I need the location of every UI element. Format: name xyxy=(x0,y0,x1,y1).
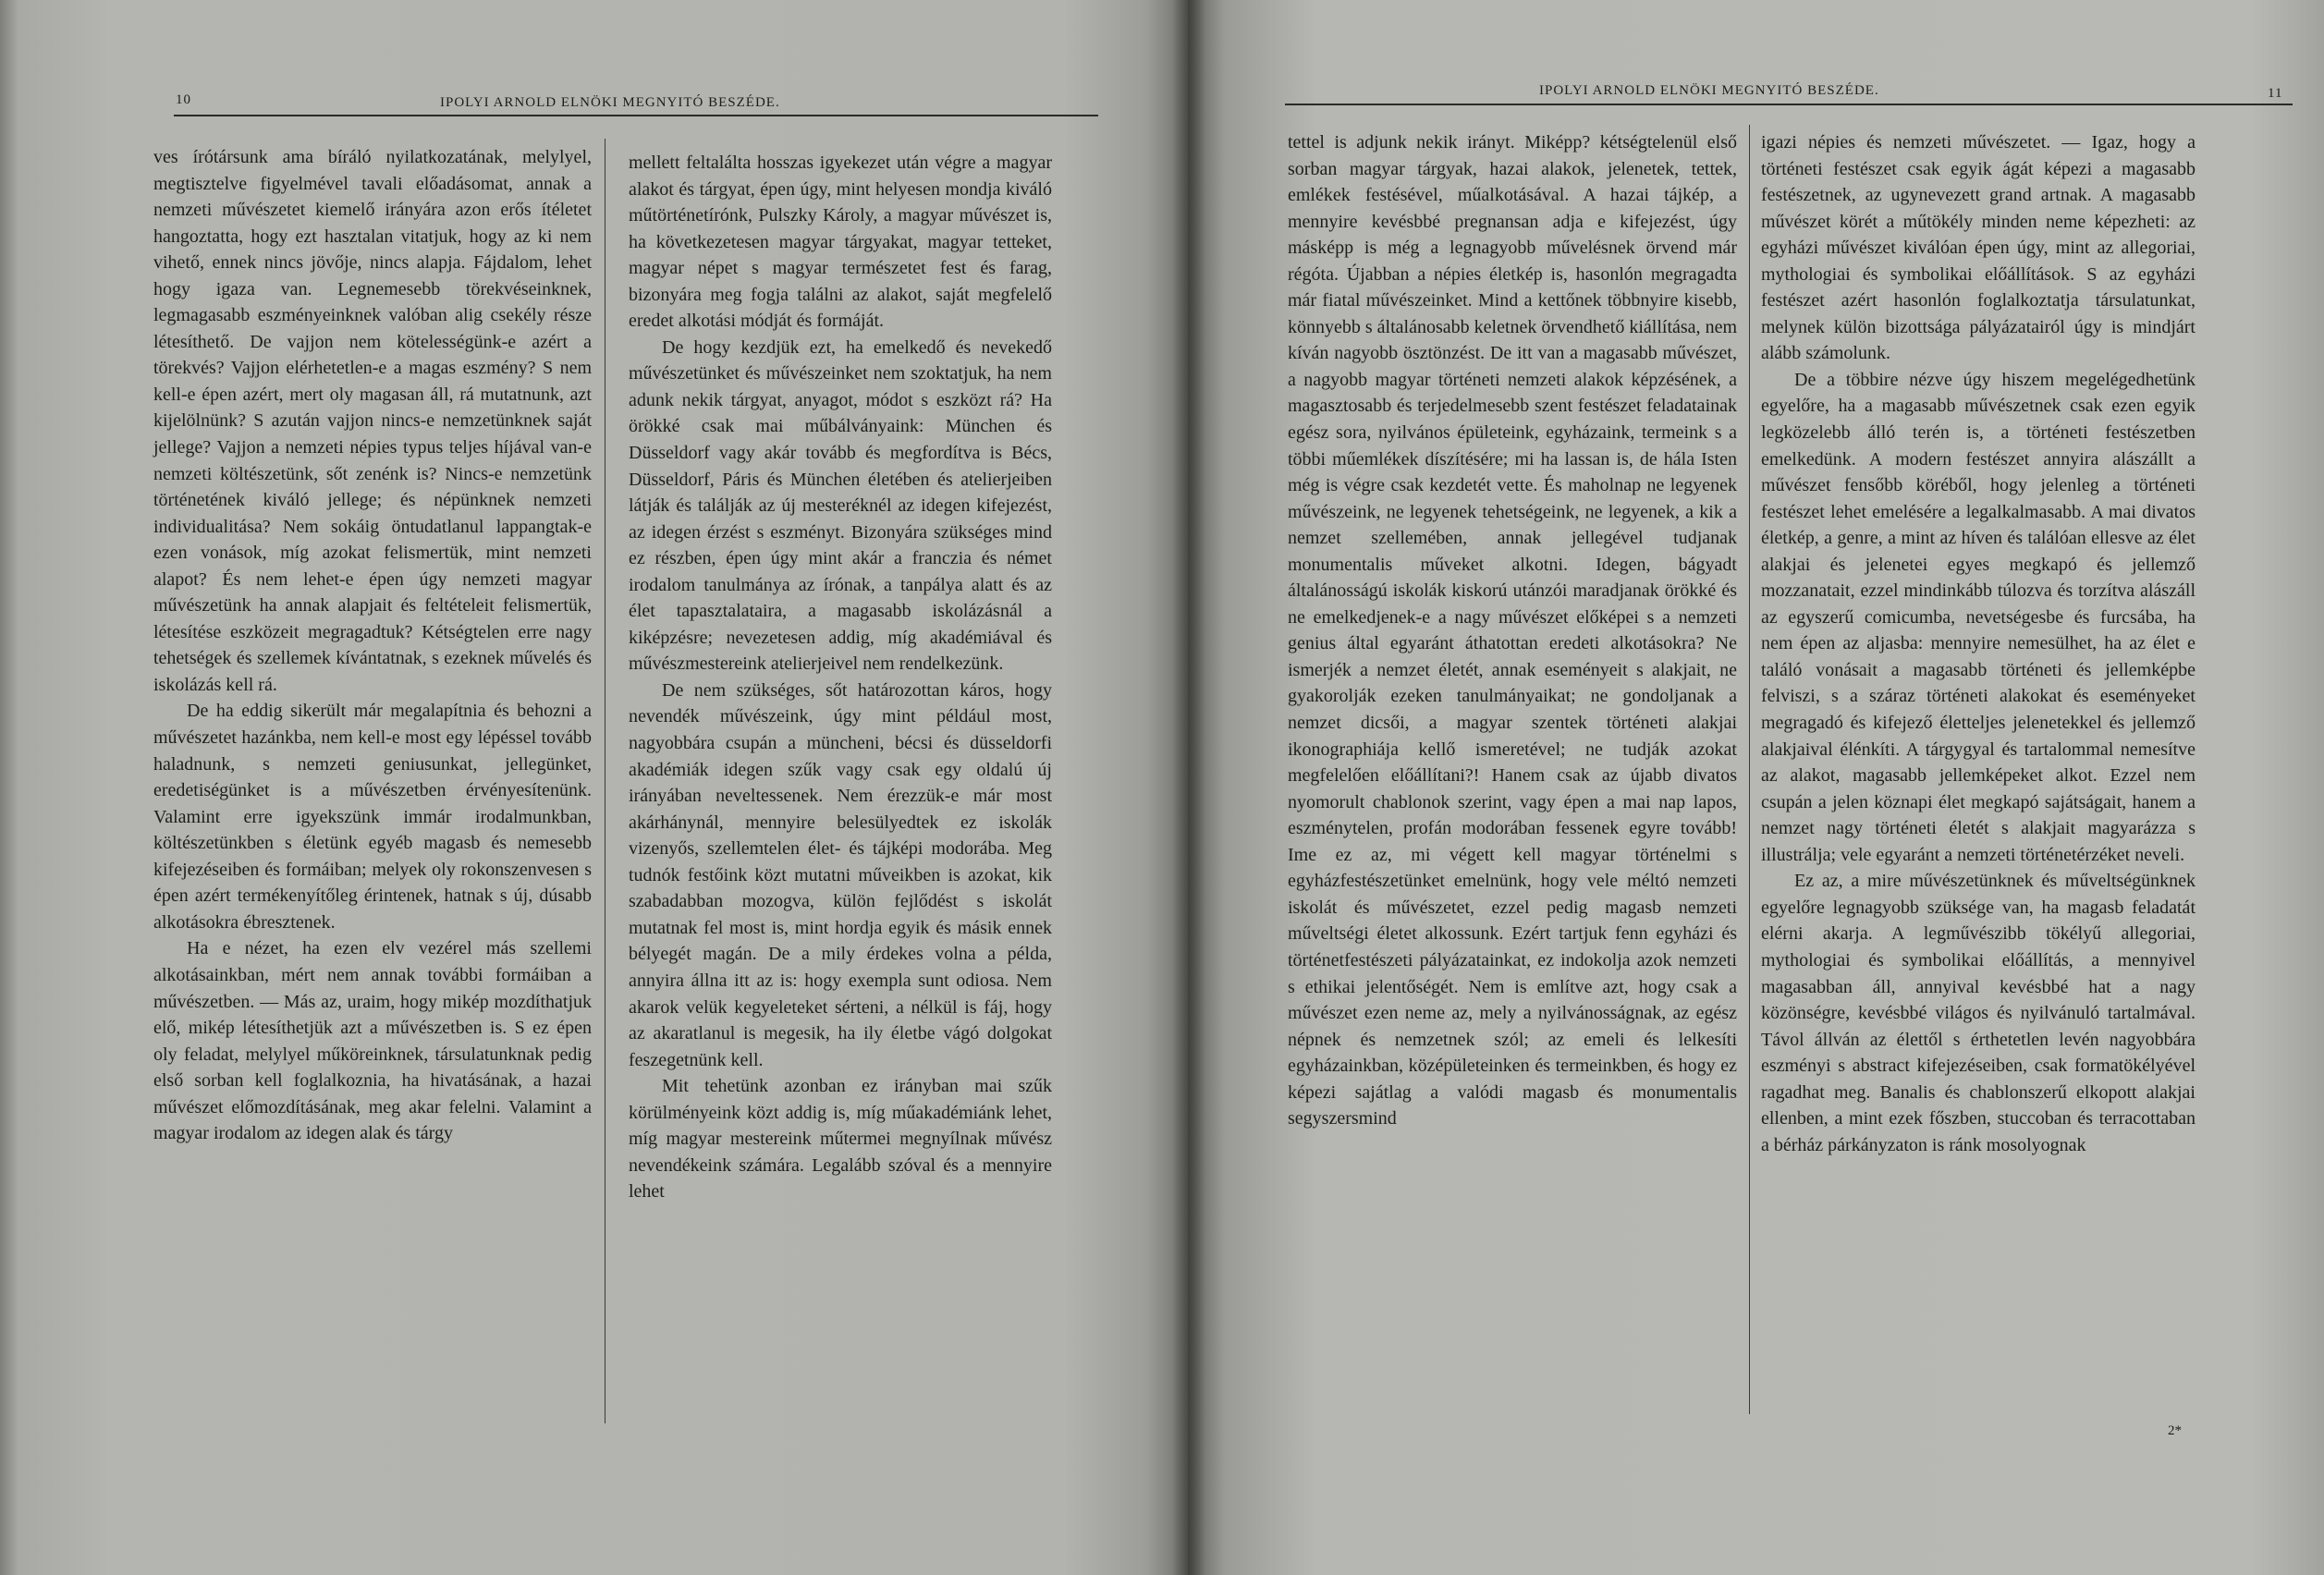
header-rule-left xyxy=(174,115,1098,116)
page-number-right: 11 xyxy=(2268,86,2283,101)
paragraph: De nem szükséges, sőt határozottan káros, hogy nevendék művészeink, úgy mint például most, nagyobbára csupán a müncheni, bécsi és düsseldorfi akadémiák idegen szűk vagy csak egy oldalú új irányában neveltessenek. Nem érezzük-e már most akárhánynál, mennyire belesülyedtek ez iskolák vizenyős, szellemtelen élet- és tájképi modorába. Meg tudnók festőink közt mutatni műveikben is azokat, kik szabadabban mozogva, külön fejlődést s iskolát mutatnak fel most is, mint hordja egyik és másik ennek bélyegét magán. De a mily érdekes volna a példa, annyira állna itt az is: hogy exempla sunt odiosa. Nem akarok velük kegyeleteket sérteni, a nélkül is fáj, hogy az akaratlanul is megesik, ha ily életbe vágó dolgokat feszegetnünk kell. xyxy=(629,679,1052,1070)
header-rule-right xyxy=(1285,104,2293,105)
paragraph: igazi népies és nemzeti művészetet. — Igaz, hogy a történeti festészet csak egyik ágát képezi a magasabb festészetnek, az ugynevezett grand artnak. A magasabb művészet körét a műtökély minden neme képezheti: az egyházi művészet kiválóan épen úgy, mint az allegoriai, mythologiai és symbolikai előállítások. S az egyházi festészet azért hasonlón foglalkoztatja társulatunkat, melynek külön bizottsága pályázatairól úgy is mindjárt alább számolunk. xyxy=(1761,132,2196,364)
column-divider-right xyxy=(1749,125,1750,1414)
page-number-left: 10 xyxy=(176,92,191,107)
paragraph: Ha e nézet, ha ezen elv vezérel más szellemi alkotásainkban, mért nem annak további formáiban a művészetben. — Más az, uraim, hogy mikép mozdíthatjuk elő, mikép létesíthetjük azt a művészetben is. S ez épen oly feladat, melylyel műköreinknek, társulatunknak pedig első sorban kell foglalkoznia, ha hivatásának, a hazai művészet előmozdításának, meg akar felelni. Valamint a magyar irodalom az idegen alak és tárgy xyxy=(153,938,592,1144)
paragraph: mellett feltalálta hosszas igyekezet után végre a magyar alakot és tárgyat, épen úgy, mint helyesen mondja kiváló műtörténetírónk, Pulszky Károly, a magyar művészet is, ha következetesen magyar tárgyakat, magyar tetteket, magyar népet s magyar természetet fest és farag, bizonyára meg fogja találni az alakot, saját megfelelő eredet alkotási módját és formáját. xyxy=(629,153,1052,332)
paragraph: Ez az, a mire művészetünknek és műveltségünknek egyelőre legnagyobb szüksége van, ha magasb feladatát elérni akarja. A legművészibb tökélyű allegoriai, mythologiai és symbolikai előállítás, a mennyivel magasabban áll, annyival kevésbbé hat a nagy közönségre, kevésbbé világos és nyilvánuló tartalmával. Távol állván az élettől s érthetetlen levén nagyobbára eszményi s abstract kifejezéseiben, csak formatökélyével ragadhat meg. Banalis és chablonszerű elkopott alakjai ellenben, a mint ezek főszben, stuccoban és terracottaban a bérház párkányzaton is ránk mosolyognak xyxy=(1761,871,2196,1155)
paragraph: De ha eddig sikerült már megalapítnia és behozni a művészetet hazánkba, nem kell-e most egy lépéssel tovább haladnunk, s nemzeti geniusunkat, jellegünket, eredetiségünket is a művészetben érvényesítenünk. Valamint erre igyekszünk immár irodalmunkban, költészetünkben s életünk egyéb magasb és nemesebb kifejezéseiben és formáiban; melyek oly rokonszenvesen s épen azért termékenyítőleg érintenek, hatnak s új, dúsabb alkotásokra ébresztenek. xyxy=(153,701,592,933)
book-gutter-shadow xyxy=(1172,0,1205,1575)
left-column-2 xyxy=(629,150,1052,1205)
running-head-left: IPOLYI ARNOLD ELNÖKI MEGNYITÓ BESZÉDE. xyxy=(440,95,780,110)
signature-mark: 2* xyxy=(2168,1423,2182,1438)
paragraph: Mit tehetünk azonban ez irányban mai szűk körülményeink közt addig is, míg műakadémiánk lehet, míg magyar mestereink műtermei megnyílnak művész nevendékeink számára. Legalább szóval és a mennyire lehet xyxy=(629,1076,1052,1203)
paragraph: De a többire nézve úgy hiszem megelégedhetünk egyelőre, ha a magasabb művészetnek csak ezen egyik legközelebb álló terén is, a történeti festészetben emelkedünk. A modern festészet annyira alászállt a művészet fensőbb köréből, hogy jelenleg a történeti festészet lehet emelésére a legalkalmasabb. A mai divatos életkép, a genre, a mint az híven és találóan ellesve az élet alakjai és jelenetei egyes megkapó és jellemző mozzanatait, ezzel mindinkább túlozva és torzítva alászáll az egyszerű comicumba, nevetségesbe és furcsába, ha nem épen az aljasba: mennyire nemesülhet, ha az élet e találó vonásait a magasabb történeti és jellemképbe felviszi, s a száraz történeti alakokat és eseményeket megragadó és kifejező életteljes jelenetekkel és jellemző alakjaival élénkíti. A tárgygyal és tartalommal nemesítve az alakot, magasabb jellemképeket alkot. Ezzel nem csupán a jelen köznapi élet megkapó sajátságait, hanem a nemzet nagy történeti életét s alakjait magyarázza s illustrálja; vele egyaránt a nemzeti történetérzéket neveli. xyxy=(1761,369,2196,865)
paragraph: ves írótársunk ama bíráló nyilatkozatának, melylyel, megtisztelve figyelmével tavali előadásomat, annak a nemzeti művészetet kiemelő irányára azon erős ítéletet hangoztatta, hogy ezt hasztalan vitatjuk, hogy az ki nem vihető, ennek nincs jövője, nincs alapja. Fájdalom, lehet hogy igaza van. Legnemesebb törekvéseinknek, legmagasabb eszményeinknek valóban alig csekély része létesíthető. De vajjon nem kötelességünk-e azért a törekvés? Vajjon elérhetetlen-e a magas eszmény? S nem kell-e épen azért, mert oly magasan áll, rá mutatnunk, azt kijelölnünk? S azután vajjon nincs-e nemzetünknek saját jellege? Vajjon a nemzeti népies typus teljes híjával van-e nemzeti költészetünk, sőt zenénk is? Nincs-e nemzetünk történetének kiváló jellege; és népünknek nemzeti individualitása? Nem sokáig öntudatlanul lappangtak-e ezen vonások, míg azokat felismertük, mint nemzeti alapot? És nem lehet-e épen úgy nemzeti magyar művészetünk ha annak alapjait és feltételeit felismertük, létesítése eszközeit megragadtuk? Kétségtelen erre nagy tehetségek és szellemek kívántatnak, s ezeknek művelés és iskolázás kell rá. xyxy=(153,147,592,695)
paragraph: De hogy kezdjük ezt, ha emelkedő és nevekedő művészetünket és művészeinket nem szoktatjuk, ha nem adunk nekik tárgyat, anyagot, módot s eszközt rá? Ha örökké csak mai műbálványaink: München és Düsseldorf vagy akár tovább és megfordítva is Bécs, Düsseldorf, Páris és München életében és atelierjeiben látják és találják az új mesteréknél az idegen kifejezést, az idegen érzést s eszményt. Bizonyára szükséges mind ez részben, épen úgy mint akár a franczia és német irodalom tanulmánya az írónak, a tanpálya alatt és az élet tapasztalataira, a magasabb iskolázásnál a kiképzésre; nevezetesen addig, míg akadémiával és művészmestereink atelierjeivel nem rendelkezünk. xyxy=(629,336,1052,675)
right-column-1 xyxy=(1288,129,1737,1132)
left-column-1 xyxy=(153,144,592,1147)
right-page xyxy=(1188,0,2324,1575)
right-column-2 xyxy=(1761,129,2196,1158)
paragraph: tettel is adjunk nekik irányt. Miképp? kétségtelenül első sorban magyar tárgyak, hazai alakok, jelenetek, tettek, emlékek festésével, műalkotásával. A hazai tájkép, a mennyire kevésbbé pregnansan adja e kifejezést, úgy másképp is még a legnagyobb művelésnek örvend már régóta. Újabban a népies életkép is, hasonlón megragadta már fiatal művészeinket. Mind a kettőnek többnyire kisebb, könnyebb s általánosabb keletnek örvendhető kiállítása, nem kíván nagyobb ösztönzést. De itt van a magasabb művészet, a nagyobb magyar történeti nemzeti alakok képzésének, a magasztosabb és terjedelmesebb szent festészet feladatainak egész sora, nyilvános épületeink, egyházaink, termeink s a többi műemlékek díszítésére; mi ha lassan is, de hála Isten még is végre csak kezdetét vette. És maholnap ne legyenek művészeink, ne legyenek tehetségeink, ne legyenek, a kik a nemzet szellemében, annak jellegével tudjanak monumentalis műveket alkotni. Idegen, bágyadt általánosságú iskolák kiskorú utánzói maradjanak örökké és ne emelkedjenek-e a nagy művészet előképei s a nemzeti genius által egyaránt áthatottan eredeti alkotásokra? Ne ismerjék a nemzet életét, annak eseményeit s alakjait, ne gyakorolják ezeken tanulmányaikat; ne gondoljanak a nemzet dicsői, a magyar szentek történeti alakjai ikonographiája kellő ismeretével; ne tudják azokat megfelelően előállítani?! Hanem csak az újabb divatos nyomorult chablonok szerint, vagy épen a mai nap lapos, eszménytelen, profán modorában fessenek egyre tovább! Ime ez az, mi végett kell magyar történelmi s egyházfestészetünket emelnünk, hogy vele méltó nemzeti iskolát és művészetet, ezzel pedig magasb nemzeti műveltségi életet alkossunk. Ezért tartjuk fenn egyházi és történetfestészeti pályázatainkat, ez indokolja azok nemzeti s ethikai jelentőségét. Nem is említve azt, hogy csak a művészet ezen neme az, mely a nyilvánosságnak, az egész népnek és nemzetnek szól; az emeli és lelkesíti egyházainkban, középületeinken és termeinkben, és hogy ez képezi sajátlag a valódi magasb és monumentalis segyszersmind xyxy=(1288,132,1737,1129)
running-head-right: IPOLYI ARNOLD ELNÖKI MEGNYITÓ BESZÉDE. xyxy=(1539,83,1879,98)
